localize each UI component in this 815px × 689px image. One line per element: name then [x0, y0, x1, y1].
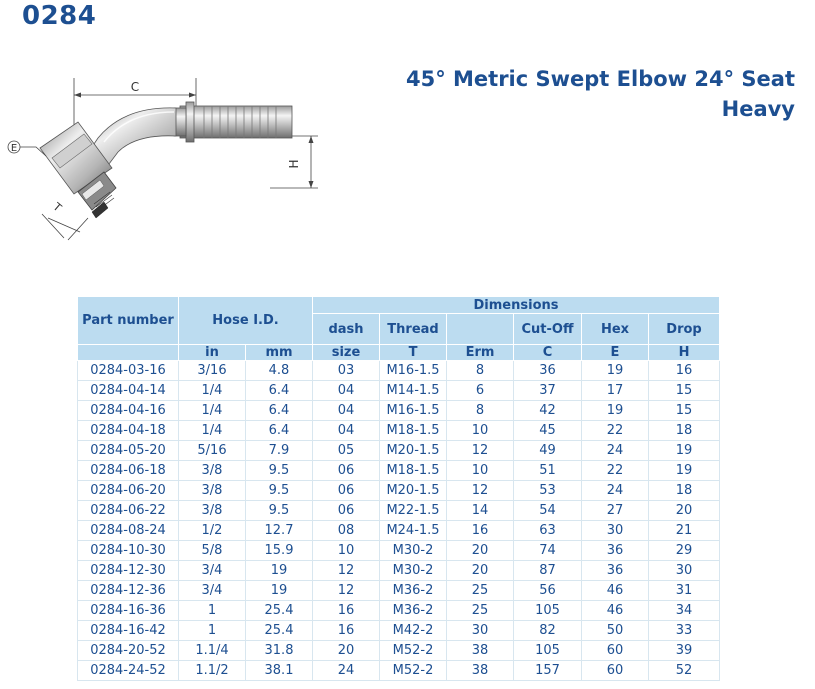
cell-hose-in: 3/4 [179, 561, 246, 581]
cell-cut-off: 49 [514, 441, 582, 461]
label-e-text: E [10, 143, 18, 154]
header-thread: Thread [380, 314, 447, 345]
cell-hex: 36 [582, 541, 649, 561]
cell-dash-size: 20 [313, 641, 380, 661]
header-blank [447, 314, 514, 345]
cell-erm: 6 [447, 381, 514, 401]
table-body [78, 361, 720, 681]
cell-erm: 20 [447, 541, 514, 561]
cell-drop: 29 [649, 541, 720, 561]
cell-part-number: 0284-12-30 [78, 561, 179, 581]
cell-drop: 31 [649, 581, 720, 601]
cell-dash-size: 12 [313, 581, 380, 601]
cell-cut-off: 74 [514, 541, 582, 561]
cell-part-number: 0284-06-20 [78, 481, 179, 501]
cell-thread: M36-2 [380, 601, 447, 621]
cell-part-number: 0284-04-16 [78, 401, 179, 421]
cell-dash-size: 06 [313, 461, 380, 481]
cell-hose-in: 1.1/4 [179, 641, 246, 661]
cell-hose-mm: 31.8 [246, 641, 313, 661]
cell-thread: M14-1.5 [380, 381, 447, 401]
cell-erm: 8 [447, 361, 514, 381]
cell-thread: M52-2 [380, 641, 447, 661]
cell-dash-size: 06 [313, 501, 380, 521]
header-c: C [514, 345, 582, 361]
cell-hose-mm: 25.4 [246, 621, 313, 641]
cell-drop: 18 [649, 421, 720, 441]
table-row [78, 541, 720, 561]
cell-thread: M20-1.5 [380, 481, 447, 501]
cell-cut-off: 157 [514, 661, 582, 681]
product-title-line-2: Heavy [721, 97, 795, 121]
cell-hose-mm: 6.4 [246, 421, 313, 441]
header-h: H [649, 345, 720, 361]
cell-drop: 34 [649, 601, 720, 621]
cell-hex: 17 [582, 381, 649, 401]
cell-hex: 50 [582, 621, 649, 641]
header-dimensions: Dimensions [313, 297, 720, 314]
cell-dash-size: 10 [313, 541, 380, 561]
table-row [78, 421, 720, 441]
header-in: in [179, 345, 246, 361]
cell-drop: 21 [649, 521, 720, 541]
cell-hose-mm: 12.7 [246, 521, 313, 541]
cell-thread: M18-1.5 [380, 421, 447, 441]
cell-drop: 20 [649, 501, 720, 521]
cell-dash-size: 16 [313, 601, 380, 621]
cell-hose-mm: 6.4 [246, 401, 313, 421]
cell-thread: M22-1.5 [380, 501, 447, 521]
cell-dash-size: 04 [313, 421, 380, 441]
cell-cut-off: 82 [514, 621, 582, 641]
cell-hose-mm: 25.4 [246, 601, 313, 621]
cell-drop: 16 [649, 361, 720, 381]
cell-hex: 24 [582, 441, 649, 461]
table-row [78, 481, 720, 501]
cell-hose-mm: 9.5 [246, 481, 313, 501]
cell-drop: 15 [649, 401, 720, 421]
cell-hex: 22 [582, 461, 649, 481]
table-row [78, 581, 720, 601]
header-e: E [582, 345, 649, 361]
cell-hex: 60 [582, 641, 649, 661]
cell-hose-in: 3/8 [179, 461, 246, 481]
cell-erm: 38 [447, 641, 514, 661]
cell-hose-in: 1 [179, 601, 246, 621]
cell-hose-in: 1/4 [179, 381, 246, 401]
cell-dash-size: 04 [313, 381, 380, 401]
header-drop: Drop [649, 314, 720, 345]
dimension-h [270, 136, 318, 188]
dimension-t [42, 200, 88, 240]
dimension-h-label: H [287, 159, 301, 169]
header-cutoff: Cut-Off [514, 314, 582, 345]
table-row [78, 561, 720, 581]
cell-part-number: 0284-08-24 [78, 521, 179, 541]
cell-part-number: 0284-20-52 [78, 641, 179, 661]
cell-erm: 25 [447, 581, 514, 601]
dimension-c-label: C [130, 80, 140, 94]
fitting-drawing [0, 72, 330, 252]
cell-hex: 30 [582, 521, 649, 541]
cell-part-number: 0284-16-42 [78, 621, 179, 641]
cell-drop: 30 [649, 561, 720, 581]
cell-hex: 46 [582, 601, 649, 621]
cell-hose-in: 3/16 [179, 361, 246, 381]
cell-hose-in: 3/4 [179, 581, 246, 601]
cell-cut-off: 87 [514, 561, 582, 581]
cell-cut-off: 45 [514, 421, 582, 441]
cell-part-number: 0284-16-36 [78, 601, 179, 621]
cell-hex: 27 [582, 501, 649, 521]
cell-hose-mm: 9.5 [246, 461, 313, 481]
cell-drop: 19 [649, 461, 720, 481]
cell-part-number: 0284-10-30 [78, 541, 179, 561]
cell-cut-off: 53 [514, 481, 582, 501]
cell-hose-mm: 19 [246, 581, 313, 601]
cell-dash-size: 12 [313, 561, 380, 581]
cell-drop: 19 [649, 441, 720, 461]
cell-hose-in: 5/8 [179, 541, 246, 561]
cell-cut-off: 51 [514, 461, 582, 481]
cell-erm: 12 [447, 441, 514, 461]
cell-cut-off: 37 [514, 381, 582, 401]
product-title [315, 64, 795, 124]
cell-hex: 19 [582, 401, 649, 421]
cell-thread: M18-1.5 [380, 461, 447, 481]
cell-thread: M16-1.5 [380, 361, 447, 381]
cell-cut-off: 36 [514, 361, 582, 381]
cell-part-number: 0284-05-20 [78, 441, 179, 461]
header-hex: Hex [582, 314, 649, 345]
cell-thread: M20-1.5 [380, 441, 447, 461]
header-blank [78, 345, 179, 361]
table-row [78, 401, 720, 421]
cell-cut-off: 105 [514, 601, 582, 621]
cell-thread: M36-2 [380, 581, 447, 601]
cell-hex: 24 [582, 481, 649, 501]
cell-erm: 8 [447, 401, 514, 421]
cell-thread: M16-1.5 [380, 401, 447, 421]
cell-hose-in: 3/8 [179, 481, 246, 501]
table-row [78, 641, 720, 661]
cell-erm: 25 [447, 601, 514, 621]
cell-thread: M42-2 [380, 621, 447, 641]
cell-drop: 52 [649, 661, 720, 681]
table-row [78, 381, 720, 401]
cell-drop: 39 [649, 641, 720, 661]
cell-hose-in: 1 [179, 621, 246, 641]
cell-part-number: 0284-12-36 [78, 581, 179, 601]
cell-part-number: 0284-24-52 [78, 661, 179, 681]
product-title-line-1: 45° Metric Swept Elbow 24° Seat [405, 67, 795, 91]
cell-hex: 36 [582, 561, 649, 581]
cell-dash-size: 16 [313, 621, 380, 641]
cell-cut-off: 56 [514, 581, 582, 601]
cell-thread: M30-2 [380, 561, 447, 581]
cell-hose-in: 5/16 [179, 441, 246, 461]
cell-hose-mm: 38.1 [246, 661, 313, 681]
cell-hose-in: 1.1/2 [179, 661, 246, 681]
cell-hose-mm: 15.9 [246, 541, 313, 561]
table-row [78, 501, 720, 521]
cell-cut-off: 105 [514, 641, 582, 661]
table-row [78, 361, 720, 381]
table-row [78, 441, 720, 461]
cell-drop: 15 [649, 381, 720, 401]
cell-hex: 22 [582, 421, 649, 441]
cell-cut-off: 54 [514, 501, 582, 521]
cell-part-number: 0284-04-14 [78, 381, 179, 401]
cell-thread: M52-2 [380, 661, 447, 681]
cell-hose-mm: 9.5 [246, 501, 313, 521]
product-code: 0284 [22, 1, 97, 31]
cell-part-number: 0284-03-16 [78, 361, 179, 381]
hose-tail [174, 102, 292, 142]
cell-part-number: 0284-06-22 [78, 501, 179, 521]
cell-hose-in: 1/4 [179, 421, 246, 441]
cell-drop: 18 [649, 481, 720, 501]
table-row [78, 521, 720, 541]
table-row [78, 461, 720, 481]
cell-cut-off: 63 [514, 521, 582, 541]
cell-dash-size: 06 [313, 481, 380, 501]
header-size: size [313, 345, 380, 361]
header-dash: dash [313, 314, 380, 345]
cell-erm: 14 [447, 501, 514, 521]
dimension-t-label: T [50, 200, 65, 215]
cell-hose-mm: 7.9 [246, 441, 313, 461]
cell-erm: 20 [447, 561, 514, 581]
cell-hose-in: 1/2 [179, 521, 246, 541]
table-row [78, 661, 720, 681]
cell-erm: 30 [447, 621, 514, 641]
cell-hose-mm: 4.8 [246, 361, 313, 381]
table-row [78, 601, 720, 621]
cell-hose-mm: 19 [246, 561, 313, 581]
cell-dash-size: 05 [313, 441, 380, 461]
cell-hex: 46 [582, 581, 649, 601]
cell-erm: 10 [447, 421, 514, 441]
cell-erm: 38 [447, 661, 514, 681]
cell-hose-in: 3/8 [179, 501, 246, 521]
cell-hex: 60 [582, 661, 649, 681]
cell-erm: 12 [447, 481, 514, 501]
cell-dash-size: 03 [313, 361, 380, 381]
cell-erm: 16 [447, 521, 514, 541]
header-hose-id: Hose I.D. [179, 297, 313, 345]
cell-hose-mm: 6.4 [246, 381, 313, 401]
cell-dash-size: 08 [313, 521, 380, 541]
cell-part-number: 0284-06-18 [78, 461, 179, 481]
cell-dash-size: 24 [313, 661, 380, 681]
header-mm: mm [246, 345, 313, 361]
cell-cut-off: 42 [514, 401, 582, 421]
header-part-number: Part number [78, 297, 179, 345]
cell-hose-in: 1/4 [179, 401, 246, 421]
table-row [78, 621, 720, 641]
cell-thread: M24-1.5 [380, 521, 447, 541]
specification-table [77, 296, 720, 681]
cell-thread: M30-2 [380, 541, 447, 561]
cell-drop: 33 [649, 621, 720, 641]
cell-hex: 19 [582, 361, 649, 381]
cell-dash-size: 04 [313, 401, 380, 421]
header-t: T [380, 345, 447, 361]
cell-erm: 10 [447, 461, 514, 481]
header-erm: Erm [447, 345, 514, 361]
cell-part-number: 0284-04-18 [78, 421, 179, 441]
